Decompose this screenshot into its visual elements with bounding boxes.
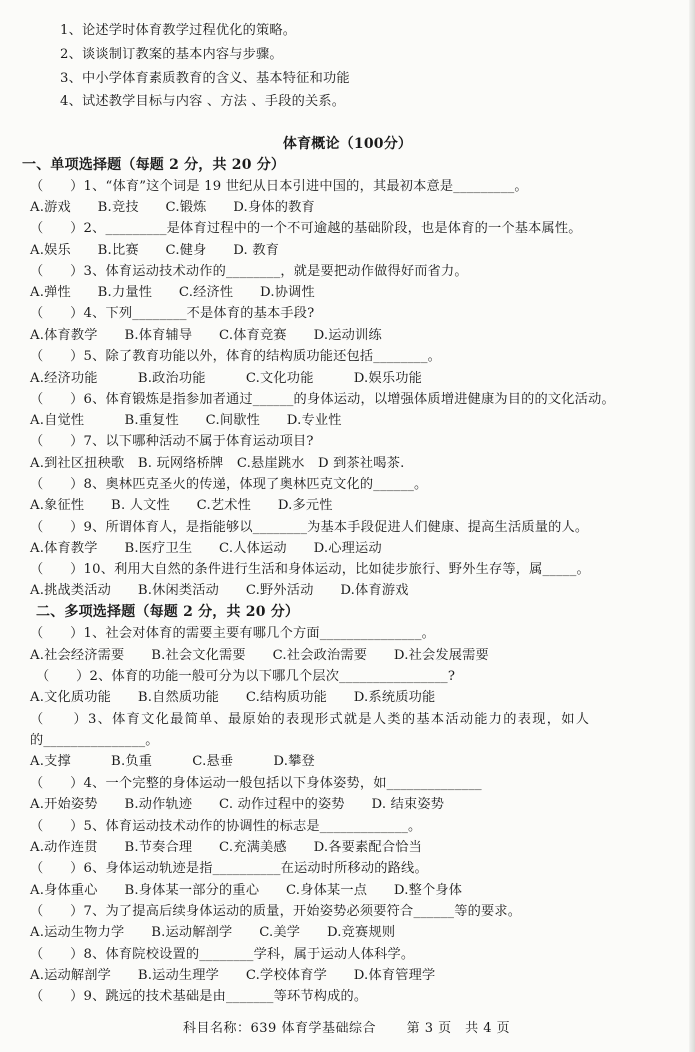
top-question: 2、谈谈制订教案的基本内容与步骤。 — [60, 47, 283, 62]
option-line: A.体育教学 B.体育辅导 C.体育竞赛 D.运动训练 — [30, 328, 382, 343]
top-question: 1、论述学时体育教学过程优化的策略。 — [60, 23, 297, 38]
option-line: A.经济功能 B.政治功能 C.文化功能 D.娱乐功能 — [30, 371, 422, 386]
option-line: A.到社区扭秧歌 B. 玩网络桥牌 C.悬崖跳水 D 到茶社喝茶. — [30, 456, 405, 471]
option-line: A.社会经济需要 B.社会文化需要 C.社会政治需要 D.社会发展需要 — [30, 648, 489, 663]
page-title: 体育概论（100分） — [282, 136, 413, 152]
option-line: A.支撑 B.负重 C.悬垂 D.攀登 — [30, 754, 315, 769]
question-line: （ ）2、体育的功能一般可分为以下哪几个层次________________? — [36, 669, 456, 684]
question-line: （ ）3、体育文化最简单、最原始的表现形式就是人类的基本活动能力的表现，如人 — [30, 712, 591, 727]
question-line: （ ）9、所谓体育人，是指能够以________为基本手段促进人们健康、提高生活质量的人。 — [30, 520, 589, 535]
question-line: 的_______________。 — [30, 733, 159, 748]
section-heading-single-choice: 一、单项选择题（每题 2 分，共 20 分） — [22, 157, 286, 173]
question-line: （ ）3、体育运动技术动作的________，就是要把动作做得好而省力。 — [30, 264, 468, 279]
option-line: A.游戏 B.竞技 C.锻炼 D.身体的教育 — [30, 200, 315, 215]
question-line: （ ）7、以下哪种活动不属于体育运动项目? — [30, 434, 314, 449]
question-line: （ ）5、除了教育功能以外，体育的结构质功能还包括________。 — [30, 349, 442, 364]
option-line: A.动作连贯 B.节奏合理 C.充满美感 D.各要素配合恰当 — [30, 840, 422, 855]
question-line: （ ）1、社会对体育的需要主要有哪几个方面_______________。 — [30, 626, 436, 641]
option-line: A.开始姿势 B.动作轨迹 C. 动作过程中的姿势 D. 结束姿势 — [30, 797, 445, 812]
question-line: （ ）6、身体运动轨迹是指__________在运动时所移动的路线。 — [30, 861, 428, 876]
question-line: （ ）8、奥林匹克圣火的传递，体现了奥林匹克文化的______。 — [30, 477, 428, 492]
option-line: A.运动解剖学 B.运动生理学 C.学校体育学 D.体育管理学 — [30, 968, 436, 983]
option-line: A.挑战类活动 B.休闲类活动 C.野外活动 D.体育游戏 — [30, 583, 409, 598]
option-line: A.运动生物力学 B.运动解剖学 C.美学 D.竞赛规则 — [30, 925, 396, 940]
question-line: （ ）8、体育院校设置的________学科，属于运动人体科学。 — [30, 947, 415, 962]
scan-edge-shadow — [689, 0, 695, 1052]
question-line: （ ）1、“体育”这个词是 19 世纪从日本引进中国的，其最初本意是_________。 — [30, 179, 528, 194]
question-line: （ ）4、一个完整的身体运动一般包括以下身体姿势，如______________ — [30, 776, 482, 791]
question-line: （ ）2、_________是体育过程中的一个不可逾越的基础阶段，也是体育的一个基本属性。 — [30, 221, 582, 236]
question-line: （ ）6、体育锻炼是指参加者通过______的身体运动，以增强体质增进健康为目的的文化活动。 — [30, 392, 615, 407]
top-question: 4、试述教学目标与内容 、方法 、手段的关系。 — [60, 94, 346, 109]
option-line: A.自觉性 B.重复性 C.间歇性 D.专业性 — [30, 413, 342, 428]
footer-subject: 科目名称：639 体育学基础综合 — [183, 1021, 376, 1036]
footer-page-number: 第 3 页 共 4 页 — [406, 1021, 511, 1036]
option-line: A.象征性 B. 人文性 C.艺术性 D.多元性 — [30, 498, 333, 513]
option-line: A.体育教学 B.医疗卫生 C.人体运动 D.心理运动 — [30, 541, 382, 556]
top-question: 3、中小学体育素质教育的含义、基本特征和功能 — [60, 71, 350, 86]
option-line: A.身体重心 B.身体某一部分的重心 C.身体某一点 D.整个身体 — [30, 883, 463, 898]
page-footer — [183, 1017, 536, 1036]
question-line: （ ）10、利用大自然的条件进行生活和身体运动，比如徒步旅行、野外生存等，属_____。 — [30, 562, 590, 577]
question-line: （ ）4、下列________不是体育的基本手段? — [30, 306, 315, 321]
option-line: A.弹性 B.力量性 C.经济性 D.协调性 — [30, 285, 315, 300]
section-heading-multiple-choice: 二、多项选择题（每题 2 分，共 20 分） — [36, 604, 300, 620]
question-line: （ ）7、为了提高后续身体运动的质量，开始姿势必须要符合______等的要求。 — [30, 904, 522, 919]
question-line: （ ）9、跳远的技术基础是由_______等环节构成的。 — [30, 989, 368, 1004]
option-line: A.娱乐 B.比赛 C.健身 D. 教育 — [30, 243, 280, 258]
question-line: （ ）5、体育运动技术动作的协调性的标志是_____________。 — [30, 819, 422, 834]
option-line: A.文化质功能 B.自然质功能 C.结构质功能 D.系统质功能 — [30, 690, 436, 705]
